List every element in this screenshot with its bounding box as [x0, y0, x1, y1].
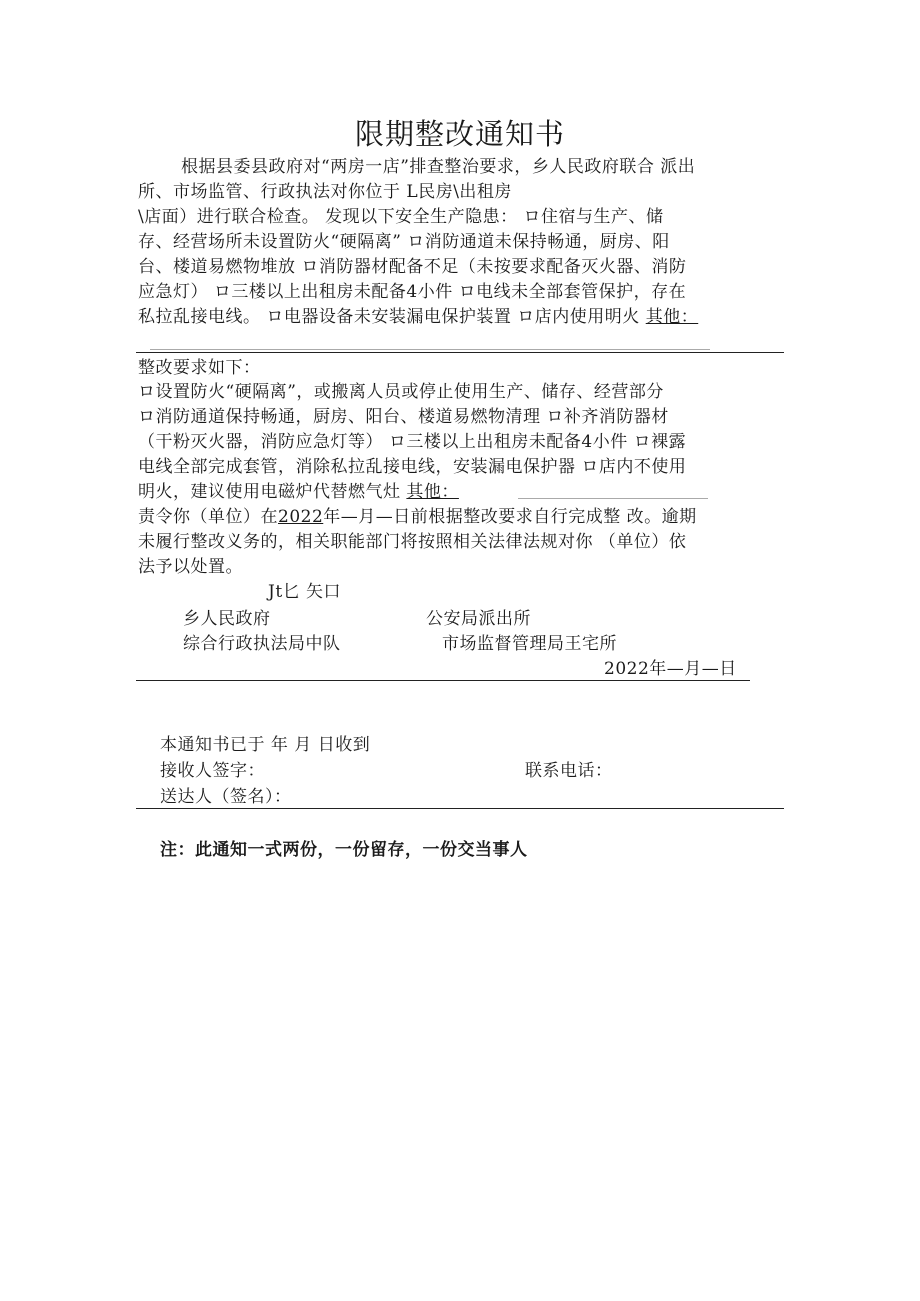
- order-line-1-b: 年—月—日前根据整改要求自行完成整 改。逾期: [323, 507, 697, 527]
- requirement-line-2: ロ消防通道保持畅通，厨房、阳台、楼道易燃物清理 ロ补齐消防器材: [138, 407, 669, 427]
- intro-line-5: 台、楼道易燃物堆放 ロ消防器材配备不足（未按要求配备灭火器、消防: [138, 257, 687, 277]
- requirement-line-4: 电线全部完成套管，消除私拉乱接电线，安装漏电保护器 ロ店内不使用: [138, 457, 687, 477]
- footnote: 注：此通知一式两份，一份留存，一份交当事人: [160, 840, 528, 860]
- order-line-1: [138, 505, 697, 529]
- received-line: 本通知书已于 年 月 日收到: [160, 735, 371, 755]
- requirement-line-3: （干粉灭火器，消防应急灯等） ロ三楼以上出租房未配备4小件 ロ裸露: [138, 432, 687, 452]
- order-line-3: 法予以处置。: [138, 557, 243, 577]
- intro-line-1: 根据县委县政府对“两房一店”排查整治要求，乡人民政府联合 派出: [181, 157, 696, 177]
- section-divider: [136, 352, 784, 353]
- order-line-1-a: 责令你（单位）在: [138, 507, 278, 527]
- requirements-fill-line: [518, 498, 708, 499]
- intro-line-7: [138, 305, 698, 329]
- intro-line-6: 应急灯） ロ三楼以上出租房未配备4小件 ロ电线未全部套管保护，存在: [138, 282, 687, 302]
- signer-police: 公安局派出所: [426, 609, 531, 629]
- order-line-2: 未履行整改义务的，相关职能部门将按照相关法律法规对你 （单位）依: [138, 532, 687, 552]
- receiver-signature-label: 接收人签字：: [160, 761, 265, 781]
- signer-township: 乡人民政府: [183, 609, 271, 629]
- requirement-line-5: [138, 480, 459, 504]
- contact-phone-label: 联系电话：: [525, 761, 613, 781]
- requirement-line-1: ロ设置防火“硬隔离”，或搬离人员或停止使用生产、储存、经营部分: [138, 382, 664, 402]
- intro-line-7-text: 私拉乱接电线。 ロ电器设备未安装漏电保护装置 ロ店内使用明火: [138, 307, 646, 327]
- document-title: 限期整改通知书: [354, 117, 565, 151]
- order-year: 2022: [278, 507, 324, 527]
- receipt-divider: [136, 808, 784, 809]
- intro-other-label: 其他：: [645, 307, 699, 327]
- signers-divider: [136, 680, 750, 681]
- requirements-heading: 整改要求如下：: [138, 358, 261, 378]
- fill-in-line: [150, 349, 710, 350]
- garbled-text: Jt匕 矢口: [268, 582, 342, 602]
- intro-line-3: \店面）进行联合检查。 发现以下安全生产隐患： ロ住宿与生产、储: [138, 207, 664, 227]
- requirements-other-label: 其他：: [406, 482, 459, 502]
- issue-date: 2022年—月—日: [604, 659, 737, 679]
- signer-market: 市场监督管理局王宅所: [442, 634, 617, 654]
- intro-line-2: 所、市场监管、行政执法对你位于 L民房\出租房: [138, 182, 512, 202]
- deliverer-signature-label: 送达人（签名）：: [160, 787, 292, 807]
- intro-line-4: 存、经营场所未设置防火“硬隔离” ロ消防通道未保持畅通，厨房、阳: [138, 232, 670, 252]
- requirement-line-5-text: 明火，建议使用电磁炉代替燃气灶: [138, 482, 407, 502]
- signer-admin-enforcement: 综合行政执法局中队: [183, 634, 341, 654]
